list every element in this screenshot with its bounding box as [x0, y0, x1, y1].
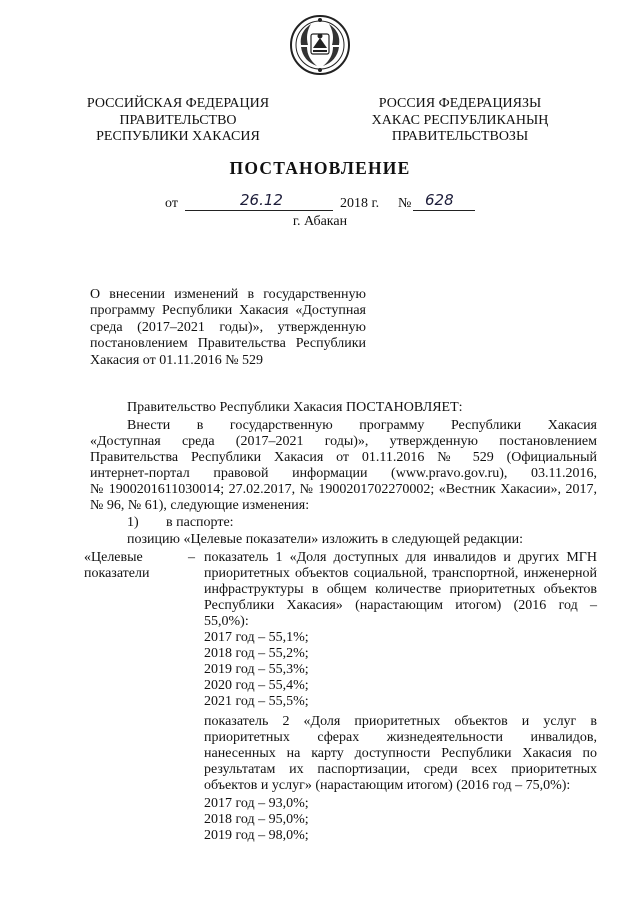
label-dash: –	[188, 550, 195, 565]
label-line: «Целевые	[84, 550, 143, 565]
intro-line: интернет-портал правовой информации (www.pravo.gov.ru), 03.11.2016,	[90, 466, 597, 481]
intro-line: Правительства Республики Хакасия от 01.11.2016 № 529 (Официальный	[90, 450, 597, 465]
item-number: 1)	[127, 515, 139, 530]
indicator2-line: результатам их паспортизации, среди всех приоритетных	[204, 762, 597, 777]
number-underline	[413, 210, 475, 211]
indicator1-line: инфраструктуры в общем количестве приоритетных объектов	[204, 582, 597, 597]
header-right-line: ХАКАС РЕСПУБЛИКАНЫҢ	[371, 112, 549, 128]
document-title: ПОСТАНОВЛЕНИЕ	[229, 158, 411, 178]
coat-of-arms-icon	[289, 14, 351, 76]
indicator1-value: 2017 год – 55,1%;	[204, 630, 309, 645]
document-subject: О внесении изменений в государственную программу Республики Хакасия «Доступная среда (2017–2021 годы)», утвержденную постановлением Правительства Республики Хакасия от 01.11.2016 № 529	[90, 287, 366, 368]
indicator1-value: 2018 год – 55,2%;	[204, 646, 309, 661]
indicator2-value: 2017 год – 93,0%;	[204, 796, 309, 811]
indicator2-value: 2018 год – 95,0%;	[204, 812, 309, 827]
indicator1-line: приоритетных объектов социальной, транспортной, инженерной	[204, 566, 597, 581]
label-line: показатели	[84, 566, 150, 582]
intro-line: «Доступная среда (2017–2021 годы)», утвержденную постановлением	[90, 434, 597, 449]
date-prefix: от	[165, 196, 178, 211]
date-underline	[185, 210, 333, 211]
indicator2-line: приоритетных сферах жизнедеятельности инвалидов,	[204, 730, 597, 745]
number-label: №	[398, 196, 412, 211]
item-text: в паспорте:	[166, 515, 234, 530]
indicator1-value: 2019 год – 55,3%;	[204, 662, 309, 677]
position-text: позицию «Целевые показатели» изложить в следующей редакции:	[127, 532, 523, 547]
header-left	[68, 96, 288, 146]
header-left-line: ПРАВИТЕЛЬСТВО	[119, 112, 237, 128]
decree-line: Правительство Республики Хакасия ПОСТАНОВЛЯЕТ:	[127, 400, 463, 415]
indicator2-value: 2019 год – 98,0%;	[204, 828, 309, 843]
intro-line: № 96, № 61), следующие изменения:	[90, 498, 310, 513]
header-right-line: РОССИЯ ФЕДЕРАЦИЯЗЫ	[378, 96, 542, 111]
indicator1-value: 2020 год – 55,4%;	[204, 678, 309, 693]
indicator2-line: объектов и услуг» (нарастающим итогом) (2016 год – 75,0%):	[204, 778, 571, 793]
city: г. Абакан	[292, 214, 348, 229]
handwritten-number: 628	[425, 191, 454, 209]
indicator2-line: показатель 2 «Доля приоритетных объектов и услуг в	[204, 714, 597, 729]
date-year: 2018 г.	[340, 196, 380, 211]
header-left-line: РОССИЙСКАЯ ФЕДЕРАЦИЯ	[86, 96, 270, 111]
handwritten-date: 26.12	[240, 191, 283, 209]
header-right-line: ПРАВИТЕЛЬСТВОЗЫ	[391, 129, 529, 145]
intro-line: № 1900201611030014; 27.02.2017, № 1900201702270002; «Вестник Хакасии», 2017,	[90, 482, 597, 497]
header-left-line: РЕСПУБЛИКИ ХАКАСИЯ	[96, 129, 260, 145]
indicator1-line: показатель 1 «Доля доступных для инвалидов и других МГН	[204, 550, 597, 565]
header-right	[350, 96, 570, 146]
target-indicators-label	[84, 550, 150, 583]
date-line	[0, 191, 640, 216]
indicator1-line: 55,0%):	[204, 614, 249, 629]
intro-line: Внести в государственную программу Республики Хакасия	[127, 418, 597, 433]
indicator1-value: 2021 год – 55,5%;	[204, 694, 309, 709]
indicator1-line: Республики Хакасия» (нарастающим итогом) (2016 год –	[204, 598, 597, 613]
indicator2-line: нанесенных на карту доступности Республики Хакасия по	[204, 746, 597, 761]
